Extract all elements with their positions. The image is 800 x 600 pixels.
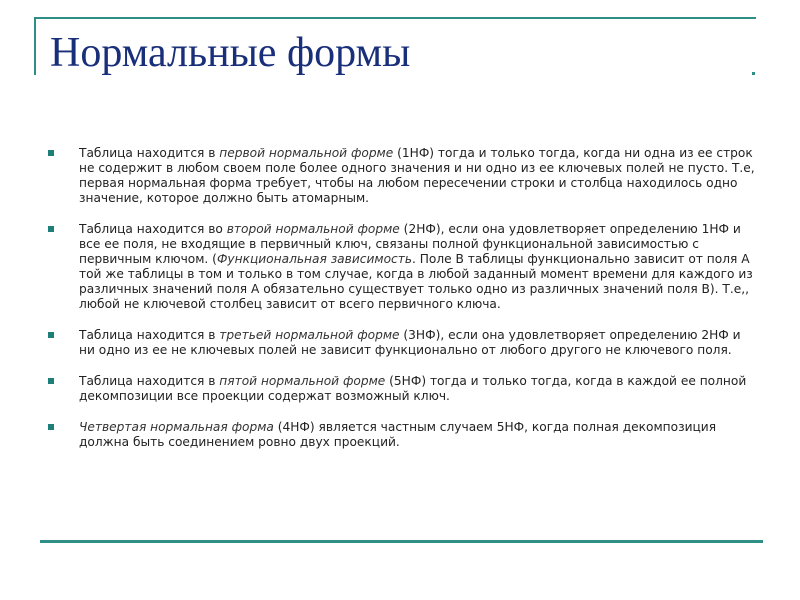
bullet-square-icon xyxy=(48,424,54,430)
slide-title: Нормальные формы xyxy=(50,30,411,76)
bullet-text-prefix: Таблица находится в xyxy=(79,374,220,388)
frame-left-line xyxy=(34,17,36,75)
bullet-item-2nf xyxy=(48,222,760,312)
bullet-text-prefix: Таблица находится во xyxy=(79,222,227,236)
bullet-square-icon xyxy=(48,226,54,232)
term-5nf: пятой нормальной форме xyxy=(219,374,386,388)
footer-divider xyxy=(40,540,763,543)
bullet-square-icon xyxy=(48,378,54,384)
bullet-text-middle: (2НФ), если она удовлетворяет определению 1НФ и все ее поля, не входящие в первичный ключ, связаны полной функциональной зависимостью с первичным ключом. ( xyxy=(79,222,741,266)
bullet-text-suffix: (1НФ) тогда и только тогда, когда ни одна из ее строк не содержит в любом своем поле более одного значения и ни одно из ее ключевых полей не пусто. Т.е, первая нормальная форма требует, чтобы на любом пересечении строки и столбца находилось одно значение, которое должно быть атомарным. xyxy=(79,146,755,205)
bullet-square-icon xyxy=(48,332,54,338)
bullet-item-5nf xyxy=(48,374,760,404)
bullet-text-suffix: . Поле В таблицы функционально зависит от поля А той же таблицы в том и только в том случае, когда в любой заданный момент времени для каждого из различных значений поля А обязательно существует только одно из различных значений поля В). Т.е,, любой не ключевой столбец зависит от всего первичного ключа. xyxy=(79,252,753,311)
term-2nf: второй нормальной форме xyxy=(226,222,400,236)
term-4nf: Четвертая нормальная форма xyxy=(79,420,274,434)
bullet-list xyxy=(48,146,760,466)
frame-top-line xyxy=(34,17,756,19)
bullet-item-4nf xyxy=(48,420,760,450)
bullet-text-suffix: (5НФ) тогда и только тогда, когда в каждой ее полной декомпозиции все проекции содержат возможный ключ. xyxy=(79,374,747,403)
bullet-square-icon xyxy=(48,150,54,156)
bullet-text-suffix: (3НФ), если она удовлетворяет определению 2НФ и ни одно из ее не ключевых полей не зависит функционально от любого другого не ключевого поля. xyxy=(79,328,741,357)
bullet-item-3nf xyxy=(48,328,760,358)
bullet-text-prefix: Таблица находится в xyxy=(79,146,220,160)
term-functional-dependency: Функциональная зависимость xyxy=(216,252,413,266)
bullet-text-suffix: (4НФ) является частным случаем 5НФ, когда полная декомпозиция должна быть соединением ровно двух проекций. xyxy=(79,420,717,449)
bullet-item-1nf xyxy=(48,146,760,206)
term-1nf: первой нормальной форме xyxy=(219,146,394,160)
bullet-text-prefix: Таблица находится в xyxy=(79,328,220,342)
frame-corner-mark xyxy=(752,72,755,75)
term-3nf: третьей нормальной форме xyxy=(219,328,400,342)
